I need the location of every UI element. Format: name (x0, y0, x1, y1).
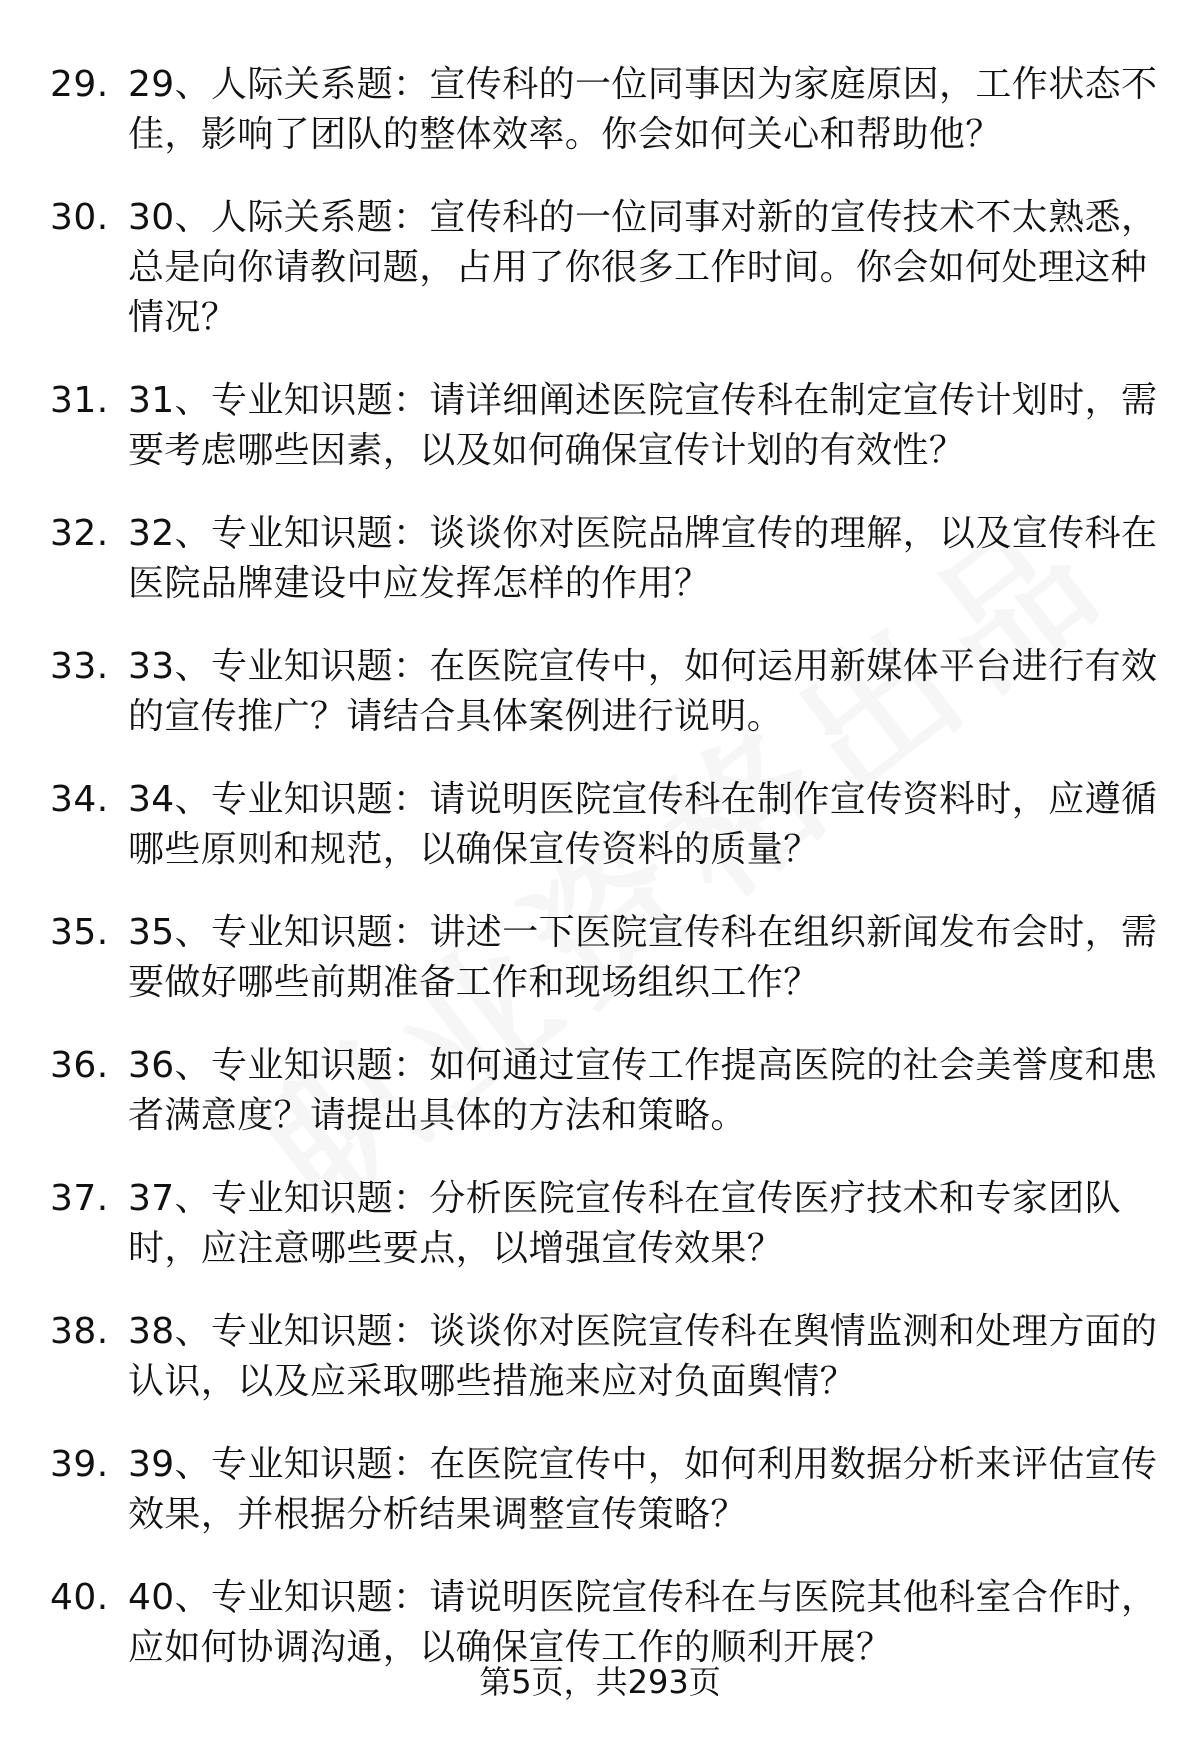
question-number: 33. (50, 646, 109, 687)
question-text: 36、专业知识题：如何通过宣传工作提高医院的社会美誉度和患者满意度？请提出具体的方法和策略。 (128, 1045, 1158, 1136)
question-number: 36. (50, 1045, 109, 1086)
question-number: 29. (50, 64, 109, 105)
question-item (50, 642, 1160, 742)
question-text: 40、专业知识题：请说明医院宣传科在与医院其他科室合作时，应如何协调沟通，以确保宣传工作的顺利开展？ (128, 1577, 1158, 1668)
question-item (50, 1041, 1160, 1141)
question-list (50, 60, 1160, 1706)
question-text: 39、专业知识题：在医院宣传中，如何利用数据分析来评估宣传效果，并根据分析结果调整宣传策略？ (128, 1444, 1158, 1535)
question-item (50, 1307, 1160, 1407)
question-text: 37、专业知识题：分析医院宣传科在宣传医疗技术和专家团队时，应注意哪些要点，以增强宣传效果？ (128, 1178, 1122, 1269)
question-item (50, 1440, 1160, 1540)
question-number: 30. (50, 197, 109, 238)
question-number: 38. (50, 1311, 109, 1352)
question-item (50, 908, 1160, 1008)
question-item (50, 1174, 1160, 1274)
question-item (50, 1573, 1160, 1673)
page-footer: 第5页，共293页 (479, 1663, 721, 1701)
question-text: 32、专业知识题：谈谈你对医院品牌宣传的理解，以及宣传科在医院品牌建设中应发挥怎样的作用？ (128, 513, 1158, 604)
question-number: 34. (50, 779, 109, 820)
question-number: 39. (50, 1444, 109, 1485)
question-text: 34、专业知识题：请说明医院宣传科在制作宣传资料时，应遵循哪些原则和规范，以确保宣传资料的质量？ (128, 779, 1158, 870)
question-number: 35. (50, 912, 109, 953)
question-number: 31. (50, 380, 109, 421)
question-text: 38、专业知识题：谈谈你对医院宣传科在舆情监测和处理方面的认识，以及应采取哪些措施来应对负面舆情？ (128, 1311, 1158, 1402)
question-item (50, 60, 1160, 160)
question-text: 30、人际关系题：宣传科的一位同事对新的宣传技术不太熟悉，总是向你请教问题，占用了你很多工作时间。你会如何处理这种情况？ (128, 197, 1158, 338)
question-number: 37. (50, 1178, 109, 1219)
question-item (50, 509, 1160, 609)
question-text: 33、专业知识题：在医院宣传中，如何运用新媒体平台进行有效的宣传推广？请结合具体案例进行说明。 (128, 646, 1158, 737)
question-text: 29、人际关系题：宣传科的一位同事因为家庭原因，工作状态不佳，影响了团队的整体效率。你会如何关心和帮助他？ (128, 64, 1158, 155)
question-text: 35、专业知识题：讲述一下医院宣传科在组织新闻发布会时，需要做好哪些前期准备工作和现场组织工作？ (128, 912, 1158, 1003)
question-item (50, 376, 1160, 476)
question-number: 40. (50, 1577, 109, 1618)
question-item (50, 193, 1160, 343)
question-item (50, 775, 1160, 875)
question-number: 32. (50, 513, 109, 554)
question-text: 31、专业知识题：请详细阐述医院宣传科在制定宣传计划时，需要考虑哪些因素，以及如何确保宣传计划的有效性？ (128, 380, 1158, 471)
